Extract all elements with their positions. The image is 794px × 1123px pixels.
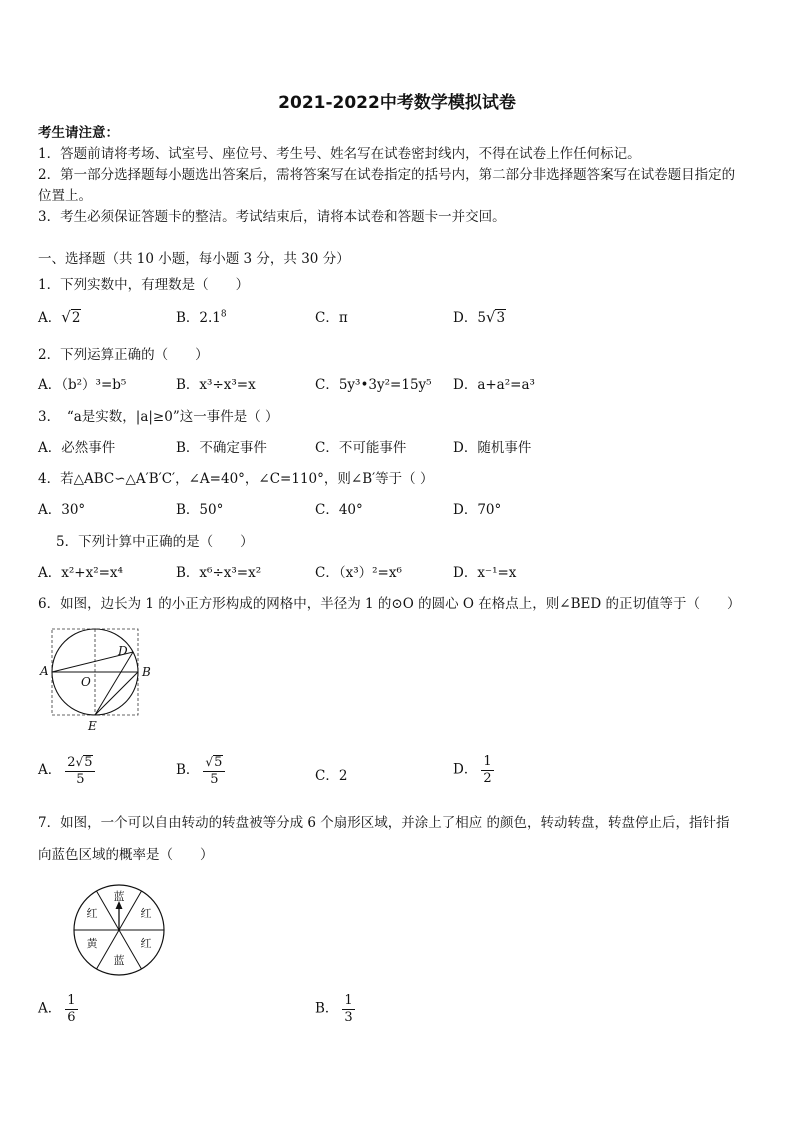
- q2-option-a[interactable]: A．（b²）³=b⁵: [38, 377, 127, 393]
- q5-stem: 5．下列计算中正确的是（ ）: [56, 534, 254, 550]
- point-label-o: O: [81, 675, 91, 689]
- q6-stem: 6．如图，边长为 1 的小正方形构成的网格中，半径为 1 的⊙O 的圆心 O 在格点上，则∠BED 的正切值等于（ ）: [38, 596, 741, 612]
- q3-option-c[interactable]: C．不可能事件: [315, 440, 407, 456]
- q3-option-b[interactable]: B．不确定事件: [176, 440, 267, 456]
- radical-sign: √: [205, 755, 214, 769]
- radical-sign: √: [485, 308, 496, 326]
- point-label-a: A: [40, 664, 49, 678]
- notice-item-1: 1．答题前请将考场、试室号、座位号、考生号、姓名写在试卷密封线内，不得在试卷上作任何标记。: [38, 146, 641, 162]
- q4-option-b[interactable]: B．50°: [176, 502, 224, 518]
- q4-option-a[interactable]: A．30°: [38, 502, 86, 518]
- q4-option-d[interactable]: D．70°: [453, 502, 502, 518]
- q2-option-c[interactable]: C．5y³•3y²=15y⁵: [315, 377, 432, 393]
- notice-heading: 考生请注意：: [38, 125, 119, 141]
- q6-grid-circle-figure: [38, 624, 158, 736]
- notice-item-2: 2．第一部分选择题每小题选出答案后，需将答案写在试卷指定的括号内，第二部分非选择题答案写在试卷题目指定的: [38, 167, 736, 183]
- q2-option-b[interactable]: B．x³÷x³=x: [176, 377, 256, 393]
- radical-sign: √: [61, 308, 71, 326]
- notice-item-2-cont: 位置上。: [38, 188, 92, 204]
- sector-label-upper-right: 红: [140, 907, 152, 920]
- q3-stem: 3． “a是实数，|a|≥0”这一事件是（ ）: [38, 409, 279, 425]
- sector-label-bottom: 蓝: [113, 954, 125, 967]
- q3-option-d[interactable]: D．随机事件: [453, 440, 532, 456]
- radical-sign: √: [75, 755, 84, 769]
- q4-stem: 4．若△ABC∽△A′B′C′，∠A=40°，∠C=110°，则∠B′等于（ ）: [38, 471, 434, 487]
- q7-option-b[interactable]: B． $\frac{1}{3}$: [315, 993, 353, 1025]
- q6-option-a[interactable]: A． $\frac{2√5}{5}$: [38, 755, 95, 786]
- q6-option-d[interactable]: D． $\frac{1}{2}$: [453, 754, 492, 786]
- sector-label-top: 蓝: [113, 890, 125, 903]
- point-label-d: D: [118, 644, 128, 658]
- sector-label-upper-left: 红: [86, 907, 98, 920]
- q1-option-c[interactable]: C．π: [315, 310, 348, 326]
- q7-option-a[interactable]: A． $\frac{1}{6}$: [38, 993, 76, 1025]
- notice-item-3: 3．考生必须保证答题卡的整洁。考试结束后，请将本试卷和答题卡一并交回。: [38, 209, 506, 225]
- sector-label-lower-left: 黄: [86, 937, 98, 950]
- q5-option-d[interactable]: D．x⁻¹=x: [453, 565, 517, 581]
- q5-option-c[interactable]: C．（x³）²=x⁶: [315, 565, 402, 581]
- q6-option-b[interactable]: B． $\frac{√5}{5}$: [176, 755, 225, 786]
- q1-option-b[interactable]: B．$2.1^8$: [176, 309, 227, 326]
- q1-stem: 1．下列实数中，有理数是（ ）: [38, 277, 250, 293]
- q5-option-a[interactable]: A．x²+x²=x⁴: [38, 565, 123, 581]
- q7-spinner-figure: [64, 884, 174, 978]
- q4-option-c[interactable]: C．40°: [315, 502, 363, 518]
- q7-stem-line-2: 向蓝色区域的概率是（ ）: [38, 847, 214, 863]
- section-heading: 一、选择题（共 10 小题，每小题 3 分，共 30 分）: [38, 251, 350, 267]
- point-label-e: E: [88, 719, 97, 733]
- q1-option-d[interactable]: D．5√3: [453, 308, 506, 326]
- q6-option-c[interactable]: C．2: [315, 768, 348, 784]
- q5-option-b[interactable]: B．x⁶÷x³=x²: [176, 565, 262, 581]
- q1-option-a[interactable]: A．√2: [38, 308, 81, 326]
- point-label-b: B: [142, 665, 151, 679]
- q2-option-d[interactable]: D．a+a²=a³: [453, 377, 535, 393]
- q3-option-a[interactable]: A．必然事件: [38, 440, 116, 456]
- page-title: 2021-2022中考数学模拟试卷: [278, 93, 516, 113]
- sector-label-lower-right: 红: [140, 937, 152, 950]
- q2-stem: 2．下列运算正确的（ ）: [38, 347, 209, 363]
- q7-stem-line-1: 7．如图，一个可以自由转动的转盘被等分成 6 个扇形区域，并涂上了相应 的颜色，转动转盘，转盘停止后，指针指: [38, 815, 730, 831]
